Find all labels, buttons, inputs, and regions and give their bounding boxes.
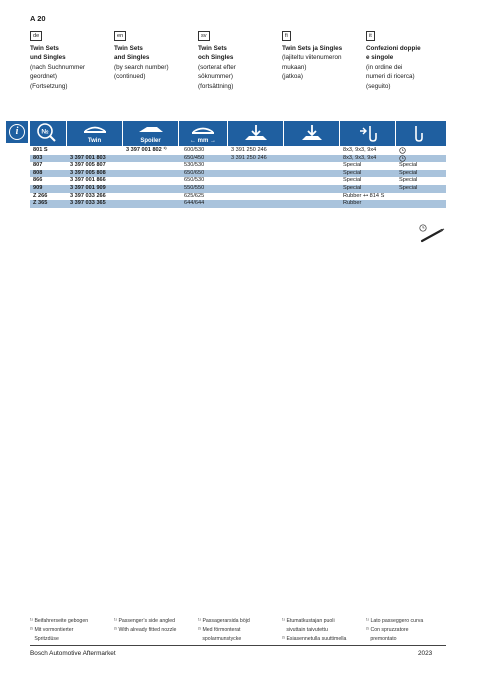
language-subtitle-line: söknummer)	[198, 73, 233, 81]
table-row	[30, 177, 446, 185]
cell-hook: Special	[399, 162, 418, 169]
language-subtitle-line: (Fortsetzung)	[30, 82, 68, 90]
language-title-line: Twin Sets ja Singles	[282, 45, 343, 52]
cell-mm: 650/650	[184, 169, 205, 176]
footer-divider	[30, 645, 446, 646]
language-block-1	[114, 31, 196, 82]
footnote-line: sivuttain taivutettu	[282, 626, 328, 633]
length-column-header	[179, 121, 228, 146]
adapter-hook-icon	[340, 121, 396, 146]
cell-front: 3 391 250 246	[231, 154, 267, 161]
spoiler-wiper-icon	[123, 121, 179, 137]
language-title-line: und Singles	[30, 54, 66, 62]
cell-mm: 600/530	[184, 147, 205, 153]
language-title-line: Twin Sets	[30, 45, 59, 52]
cell-adapter: Rubber +• 814 S	[343, 192, 385, 199]
footnote-block-4	[366, 617, 423, 643]
table-row	[30, 185, 446, 193]
language-title-line: Twin Sets	[198, 45, 227, 52]
language-tag: de	[30, 31, 42, 41]
language-title-line: och Singles	[198, 54, 234, 62]
language-tag: fi	[282, 31, 291, 41]
footnote-line: Spritzdüse	[30, 635, 59, 642]
cell-mm: 650/450	[184, 154, 205, 161]
cell-adapter: Rubber	[343, 200, 362, 207]
language-title-line: Confezioni doppie	[366, 45, 421, 52]
cell-hook: Special	[399, 169, 418, 176]
language-subtitle-line: (nach Suchnummer	[30, 63, 85, 71]
table-row	[30, 162, 446, 170]
cell-mm: 530/530	[184, 162, 205, 169]
twin-wiper-icon	[67, 121, 123, 137]
table-row	[30, 155, 446, 163]
footnote-block-1	[114, 617, 176, 635]
language-block-0	[30, 31, 112, 91]
cell-num: 807	[33, 162, 43, 169]
cell-adapter: Special	[343, 162, 362, 169]
spoiler-column-header	[123, 121, 179, 146]
language-subtitle-line: (jatkoa)	[282, 73, 303, 81]
footnote-line: ²⁾ With already fitted nozzle	[114, 626, 177, 633]
cell-twin: 3 397 005 807	[70, 162, 106, 169]
footnote-line: ²⁾ Med förmonterat	[198, 626, 241, 633]
footnote-block-2	[198, 617, 250, 643]
language-block-2	[198, 31, 280, 91]
language-subtitle-line: (continued)	[114, 73, 146, 81]
footnote-line: ¹⁾ Etumatkustajan puoli	[282, 618, 335, 624]
cell-twin: 3 397 001 866	[70, 177, 106, 184]
footnote-block-3	[282, 617, 346, 643]
windshield-front-icon	[228, 121, 284, 146]
language-subtitle-line: (lajiteltu viitenumeron	[282, 54, 342, 62]
cell-adapter: Special	[343, 169, 362, 176]
language-subtitle-line: (in ordine dei	[366, 63, 403, 71]
svg-text:№: №	[41, 128, 49, 136]
table-row	[30, 200, 446, 208]
table-row	[30, 147, 446, 155]
cell-adapter: Special	[343, 177, 362, 184]
hook-icon	[396, 121, 446, 146]
number-search-icon	[30, 121, 67, 146]
cell-hook: Special	[399, 184, 418, 191]
cell-mm: 550/550	[184, 184, 205, 191]
language-subtitle-line: (fortsättning)	[198, 82, 234, 90]
cell-adapter: 8x3, 9x3, 9x4	[343, 154, 377, 161]
footnote-line: ²⁾ Con spruzzatore	[366, 626, 409, 633]
cell-spoiler: 3 397 001 802 ¹⁾	[126, 147, 167, 153]
language-tag: sv	[198, 31, 210, 41]
cell-num: Z 266	[33, 192, 48, 199]
footnote-line: ¹⁾ Passagerarsida böjd	[198, 618, 250, 624]
data-table	[30, 147, 446, 208]
language-tag: en	[114, 31, 126, 41]
language-title-line: and Singles	[114, 54, 150, 62]
cell-num: Z 365	[33, 200, 48, 207]
cell-twin: 3 397 033 266	[70, 192, 106, 199]
spoiler-header-label: Spoiler	[140, 138, 161, 144]
language-block-4	[366, 31, 448, 91]
language-subtitle-line: geordnet)	[30, 73, 57, 81]
cell-mm: 650/530	[184, 177, 205, 184]
language-block-3	[282, 31, 364, 82]
footnote-line: premontato	[366, 635, 397, 642]
page-code: A 20	[30, 14, 46, 23]
language-tag: it	[366, 31, 375, 41]
cell-num: 909	[33, 184, 43, 191]
cell-adapter: Special	[343, 184, 362, 191]
table-row	[30, 170, 446, 178]
language-subtitle-line: numeri di ricerca)	[366, 73, 415, 81]
footnote-line: ²⁾ Mit vormontierter	[30, 626, 74, 633]
footnote-line: spolarmunstycke	[198, 635, 242, 642]
cell-mm: 644/644	[184, 200, 205, 207]
language-title-line: e singole	[366, 54, 394, 62]
language-subtitle-line: (by search number)	[114, 63, 169, 71]
wiper-blade-image-icon	[420, 224, 446, 249]
windshield-rear-icon	[284, 121, 340, 146]
footnote-line: ²⁾ Esiasennetulla suuttimella	[282, 635, 347, 642]
footnote-line: ¹⁾ Passenger’s side angled	[114, 618, 176, 624]
year-footer: 2023	[418, 650, 433, 657]
table-row	[30, 193, 446, 201]
info-icon: i	[6, 121, 28, 143]
language-subtitle-line: (seguito)	[366, 82, 391, 90]
language-subtitle-line: mukaan)	[282, 63, 307, 71]
cell-mm: 625/625	[184, 192, 205, 199]
length-mm-icon	[179, 121, 228, 137]
footnote-line: ¹⁾ Beifahrerseite gebogen	[30, 618, 89, 624]
brand-footer: Bosch Automotive Aftermarket	[30, 650, 116, 657]
cell-num: 808	[33, 169, 43, 176]
cell-hook: Special	[399, 177, 418, 184]
cell-twin: 3 397 001 803	[70, 154, 106, 161]
cell-adapter: 8x3, 9x3, 9x4	[343, 147, 377, 153]
cell-num: 801 S	[33, 147, 48, 153]
footnote-line: ¹⁾ Lato passeggero curva	[366, 618, 424, 624]
length-header-label: ← mm →	[189, 138, 216, 144]
table-header	[30, 121, 446, 146]
cell-twin: 3 397 001 909	[70, 184, 106, 191]
language-subtitle-line: (sorterat efter	[198, 63, 236, 71]
footnote-block-0	[30, 617, 88, 643]
cell-twin: 3 397 033 365	[70, 200, 106, 207]
cell-num: 866	[33, 177, 43, 184]
language-title-line: Twin Sets	[114, 45, 143, 52]
cell-front: 3 391 250 246	[231, 147, 267, 153]
twin-column-header	[67, 121, 123, 146]
twin-header-label: Twin	[87, 138, 102, 144]
cell-twin: 3 397 005 808	[70, 169, 106, 176]
cell-num: 803	[33, 154, 43, 161]
